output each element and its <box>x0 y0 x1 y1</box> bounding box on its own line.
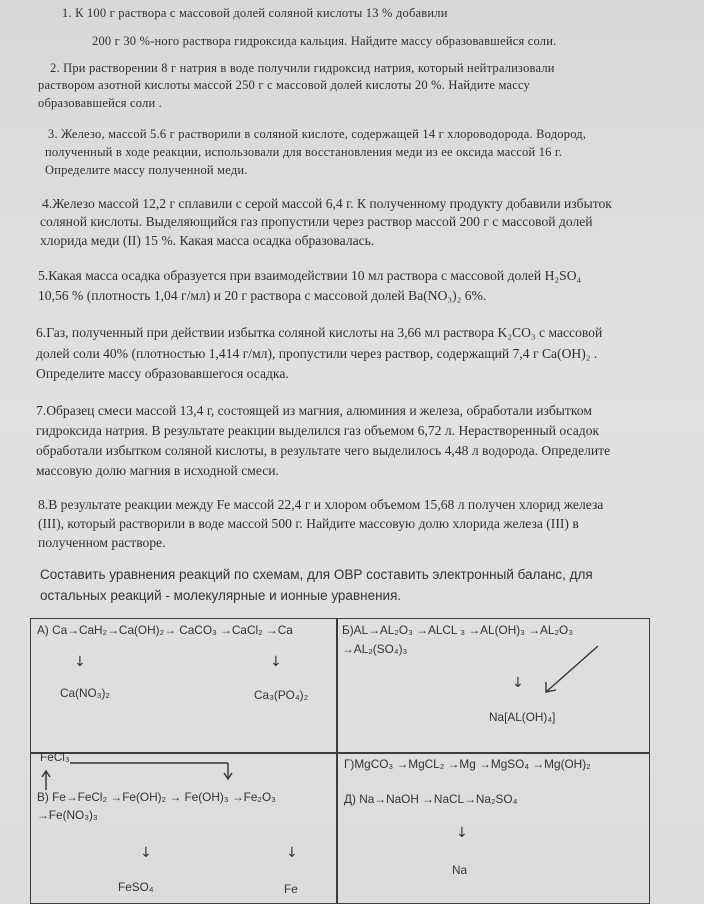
problem-5-line-2: 10,56 % (плотность 1,04 г/мл) и 20 г раствора с массовой долей Ba(NO₃)₂ 6%. <box>38 288 487 303</box>
problem-7-line-2: гидроксида натрия. В результате реакции выделился газ объемом 6,72 л. Нерастворенный осадок <box>36 423 600 438</box>
arrow-down-icon: ↓ <box>74 654 86 670</box>
scheme-a-chain: А) Ca→CaH₂→Ca(OH)₂→ CaCO₃ →CaCl₂ →Ca <box>37 623 293 637</box>
scheme-b-branch: Na[AL(OH)₄] <box>489 710 556 724</box>
scheme-v-branch-left: FeSO₄ <box>118 880 154 894</box>
problem-2-line-1: 2. При растворении 8 г натрия в воде получили гидроксид натрия, который нейтрализовали <box>50 61 555 75</box>
problem-6-line-3: Определите массу образовавшегося осадка. <box>36 366 289 381</box>
arrow-down-icon: ↓ <box>456 825 468 841</box>
scheme-d-chain: Д) Na→NaOH →NaCL→Na₂SO₄ <box>344 792 518 806</box>
problem-4-line-2: соляной кислоты. Выделяющийся газ пропустили через раствор массой 200 г с массовой долей <box>40 214 593 229</box>
problem-3-line-1: 3. Железо, массой 5.6 г растворили в соляной кислоте, содержащей 14 г хлороводорода. Водород, <box>48 127 587 141</box>
problem-2-line-2: раствором азотной кислоты массой 250 г с массовой долей кислоты 20 %. Найдите массу <box>38 78 530 92</box>
arrow-down-icon: ↓ <box>270 654 282 670</box>
scheme-v-top-label: FeCl₃ <box>40 750 70 764</box>
problem-2-line-3: образовавшейся соли . <box>38 96 163 110</box>
problem-1-line-1: 1. К 100 г раствора с массовой долей соляной кислоты 13 % добавили <box>62 6 448 20</box>
scheme-g-chain: Г)MgCO₃ →MgCL₂ →Mg →MgSO₄ →Mg(OH)₂ <box>344 757 591 771</box>
problem-8-line-3: полученном растворе. <box>38 535 166 550</box>
scheme-a-branch-left: Ca(NO₃)₂ <box>60 686 111 700</box>
scheme-v-branch-right: Fe <box>284 882 298 896</box>
problem-8-line-2: (III), который растворили в воде массой 500 г. Найдите массовую долю хлорида железа (III) в <box>38 516 579 531</box>
problem-7-line-1: 7.Образец смеси массой 13,4 г, состоящей из магния, алюминия и железа, обработали избытком <box>36 403 592 418</box>
scheme-v-chain-2: →Fe(NO₃)₃ <box>37 808 98 822</box>
scheme-a-branch-right: Ca₃(PO₄)₂ <box>254 688 309 702</box>
scheme-b-chain-1: Б)AL→AL₂O₃ →ALCL ₃ →AL(OH)₃ →AL₂O₃ <box>342 623 574 637</box>
scheme-v-chain-1: В) Fe→FeCl₂ →Fe(OH)₂ → Fe(OH)₃ →Fe₂O₃ <box>37 790 276 804</box>
arrow-down-icon: ↓ <box>140 845 152 861</box>
problem-7-line-4: массовую долю магния в исходной смеси. <box>36 463 279 478</box>
problem-4-line-3: хлорида меди (II) 15 %. Какая масса осадка образовалась. <box>40 233 375 248</box>
scheme-b-chain-2: →AL₂(SO₄)₃ <box>342 642 408 656</box>
task-line-1: Составить уравнения реакций по схемам, для ОВР составить электронный баланс, для <box>40 567 593 582</box>
cell-g-d <box>336 752 650 904</box>
problem-8-line-1: 8.В результате реакции между Fe массой 22,4 г и хлором объемом 15,68 л получен хлорид железа <box>38 497 604 512</box>
problem-3-line-2: полученный в ходе реакции, использовали для восстановления меди из ее оксида массой 16 г. <box>45 145 563 159</box>
problem-1-line-2: 200 г 30 %-ного раствора гидроксида кальция. Найдите массу образовавшейся соли. <box>92 34 557 48</box>
task-line-2: остальных реакций - молекулярные и ионные уравнения. <box>40 588 402 603</box>
problem-5-line-1: 5.Какая масса осадка образуется при взаимодействии 10 мл раствора с массовой долей H₂SO₄ <box>38 268 582 283</box>
problem-7-line-3: обработали избытком соляной кислоты, в результате чего выделилось 4,48 л водорода. Определите <box>36 443 611 458</box>
arrow-down-icon: ↓ <box>286 845 298 861</box>
diagonal-arrow-icon <box>536 640 606 700</box>
arrow-down-icon: ↓ <box>512 675 524 691</box>
problem-6-line-1: 6.Газ, полученный при действии избытка соляной кислоты на 3,66 мл раствора K₂CO₃ с массовой <box>36 325 603 340</box>
problem-6-line-2: долей соли 40% (плотностью 1,414 г/мл), пропустили через раствор, содержащий 7,4 г Ca(OH)₂ . <box>36 346 598 361</box>
problem-4-line-1: 4.Железо массой 12,2 г сплавили с серой массой 6,4 г. К полученному продукту добавили избыток <box>42 196 612 211</box>
scheme-d-branch: Na <box>452 863 468 877</box>
problem-3-line-3: Определите массу полученной меди. <box>45 163 248 177</box>
